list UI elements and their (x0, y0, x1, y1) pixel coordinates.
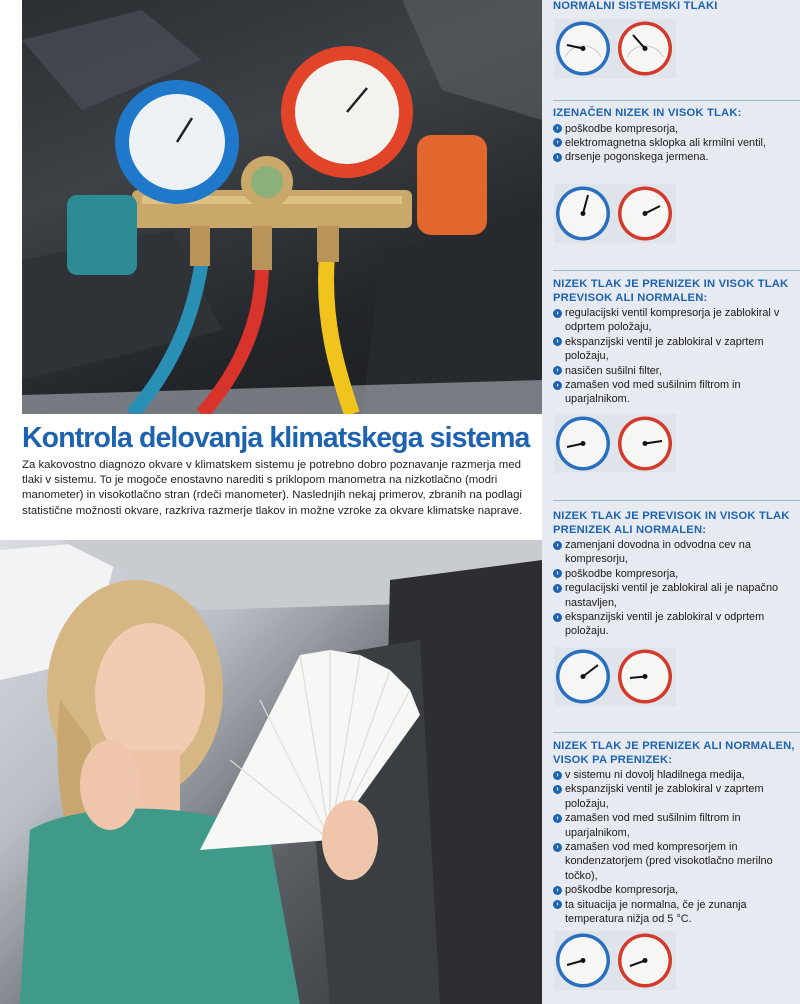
pressure-gauges-icon (554, 931, 676, 990)
list-item: › nasičen sušilni filter, (553, 364, 800, 378)
pressure-gauges-icon (554, 647, 676, 706)
gauge-pair (554, 184, 676, 243)
section-normal-pressures (553, 0, 800, 14)
list-item: › ekspanzijski ventil je zablokiral v zaprtem položaju, (553, 335, 800, 364)
intro-paragraph: Za kakovostno diagnozo okvare v klimatskem sistemu je potrebno dobro poznavanje razmerja med tlaki v sistemu. To je mogoče enostavno narediti s priklopom manometra na nizkotlačno (modri manometer) in visokotlačno stran (rdeči manometer). Naslednjih nekaj primerov, zbranih na podlagi statistične možnosti okvare, razkriva razmerje tlakov in možne vzroke za okvare klimatske naprave. (22, 459, 523, 517)
chevron-circle-icon: › (553, 886, 562, 895)
list-item: › v sistemu ni dovolj hladilnega medija, (553, 768, 800, 782)
list-item: › poškodbe kompresorja, (553, 567, 800, 581)
pressure-gauges-icon (554, 19, 676, 78)
section-equal-pressures (553, 107, 800, 165)
chevron-circle-icon: › (553, 366, 562, 375)
section-title: IZENAČEN NIZEK IN VISOK TLAK: (553, 107, 742, 119)
gauge-pair (554, 19, 676, 78)
hot-car-photo (0, 540, 542, 1004)
list-item: › regulacijski ventil je zablokiral ali je napačno nastavljen, (553, 581, 800, 610)
pressure-gauges-icon (554, 184, 676, 243)
list-item: › ekspanzijski ventil je zablokiral v odprtem položaju. (553, 610, 800, 639)
chevron-circle-icon: › (553, 900, 562, 909)
list-item: › poškodbe kompresorja, (553, 122, 800, 136)
diagnosis-sidebar (542, 0, 800, 1004)
chevron-circle-icon: › (553, 309, 562, 318)
divider (553, 732, 800, 733)
section-title: NIZEK TLAK JE PREVISOK IN VISOK TLAK PRENIZEK ALI NORMALEN: (553, 510, 790, 536)
chevron-circle-icon: › (553, 381, 562, 390)
chevron-circle-icon: › (553, 138, 562, 147)
divider (553, 500, 800, 501)
manifold-gauge-photo (22, 0, 542, 414)
section-title: NORMALNI SISTEMSKI TLAKI (553, 0, 718, 12)
manifold-gauge-illustration (22, 0, 542, 414)
divider (553, 100, 800, 101)
chevron-circle-icon: › (553, 541, 562, 550)
chevron-circle-icon: › (553, 124, 562, 133)
section-high-too-low (553, 740, 800, 926)
chevron-circle-icon: › (553, 613, 562, 622)
pressure-gauges-icon (554, 414, 676, 473)
list-item: › ekspanzijski ventil je zablokiral v zaprtem položaju, (553, 782, 800, 811)
section-title: NIZEK TLAK JE PRENIZEK ALI NORMALEN, VISOK PA PRENIZEK: (553, 740, 795, 766)
list-item: › zamašen vod med sušilnim filtrom in uparjalnikom, (553, 811, 800, 840)
gauge-pair (554, 931, 676, 990)
divider (553, 270, 800, 271)
chevron-circle-icon: › (553, 771, 562, 780)
chevron-circle-icon: › (553, 584, 562, 593)
section-title: NIZEK TLAK JE PRENIZEK IN VISOK TLAK PREVISOK ALI NORMALEN: (553, 278, 789, 304)
chevron-circle-icon: › (553, 814, 562, 823)
list-item: › zamašen vod med kompresorjem in kondenzatorjem (pred visokotlačno merilno točko), (553, 840, 800, 883)
gauge-pair (554, 414, 676, 473)
gauge-pair (554, 647, 676, 706)
chevron-circle-icon: › (553, 337, 562, 346)
list-item: › elektromagnetna sklopka ali krmilni ventil, (553, 136, 800, 150)
list-item: › drsenje pogonskega jermena. (553, 150, 800, 164)
list-item: › regulacijski ventil kompresorja je zablokiral v odprtem položaju, (553, 306, 800, 335)
page-title: Kontrola delovanja klimatskega sistema (22, 422, 530, 454)
list-item: › zamašen vod med sušilnim filtrom in uparjalnikom. (553, 378, 800, 407)
list-item: › ta situacija je normalna, če je zunanja temperatura nižja od 5 °C. (553, 898, 800, 927)
list-item: › poškodbe kompresorja, (553, 883, 800, 897)
hot-car-illustration (0, 540, 542, 1004)
chevron-circle-icon: › (553, 153, 562, 162)
chevron-circle-icon: › (553, 843, 562, 852)
section-low-too-high (553, 510, 800, 639)
section-low-too-low (553, 278, 800, 407)
chevron-circle-icon: › (553, 569, 562, 578)
chevron-circle-icon: › (553, 785, 562, 794)
list-item: › zamenjani dovodna in odvodna cev na kompresorju, (553, 538, 800, 567)
